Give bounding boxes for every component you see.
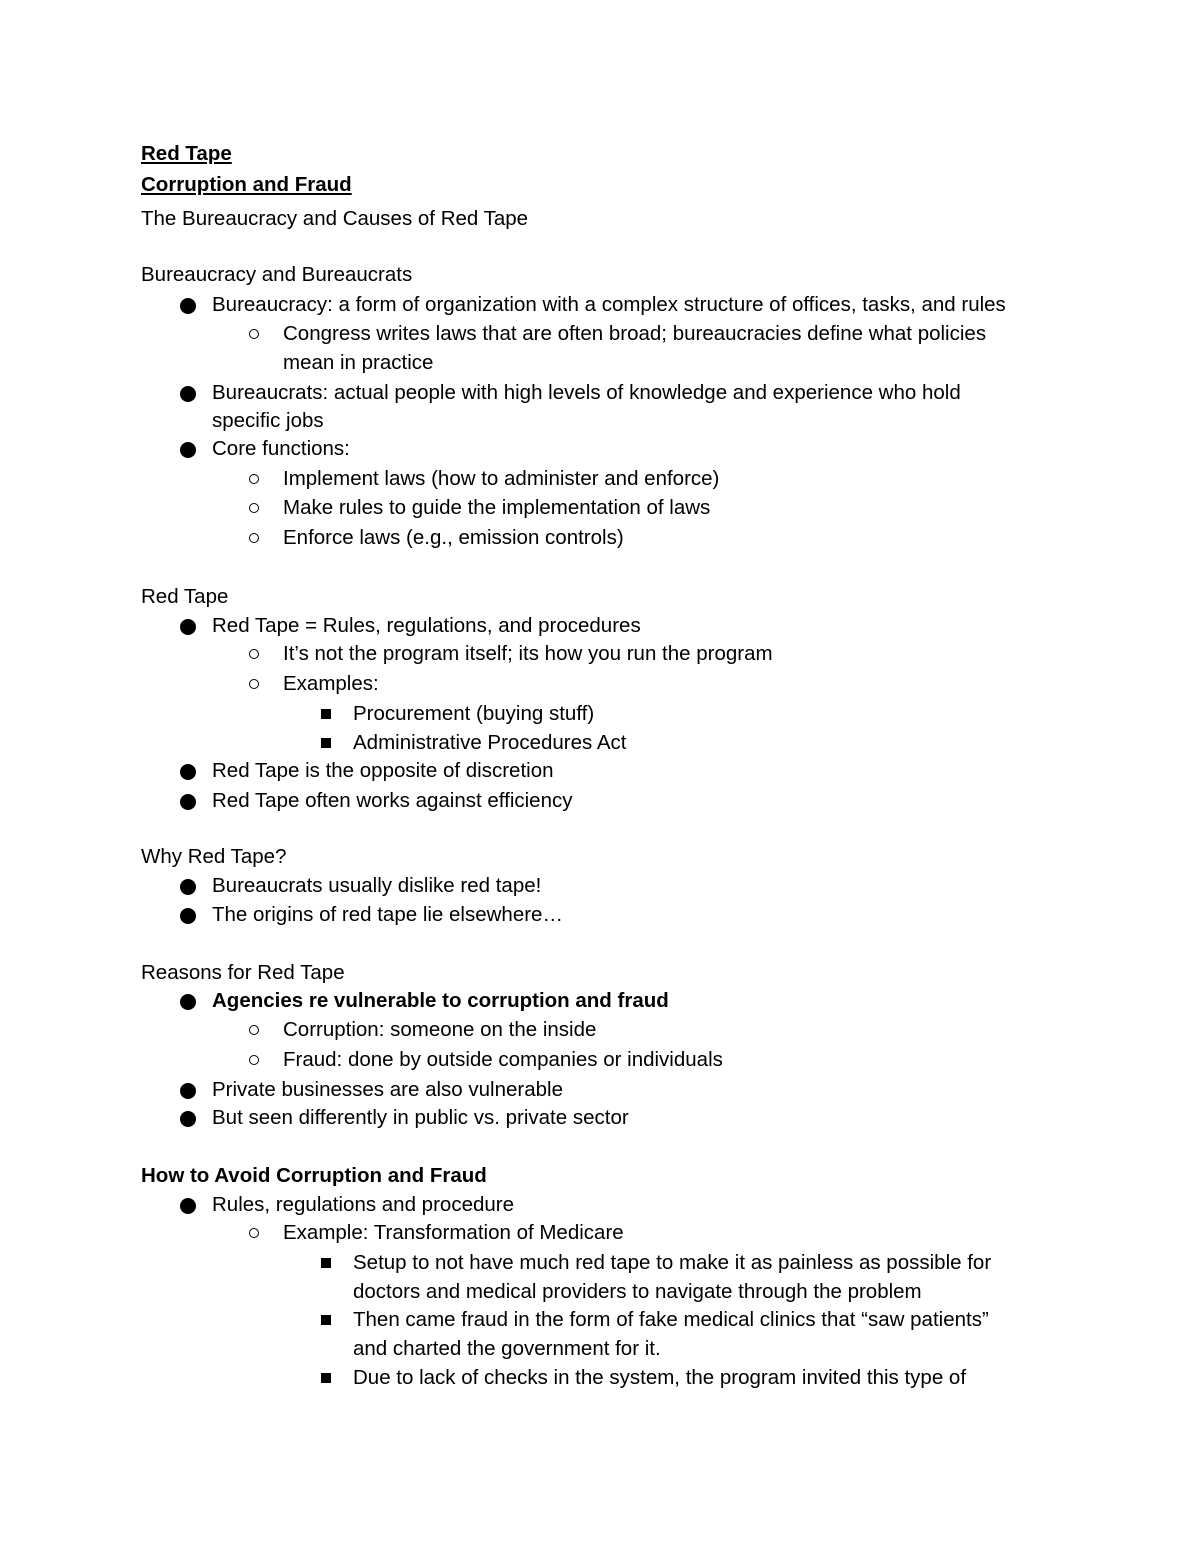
- list-item: But seen differently in public vs. private sector: [212, 1106, 629, 1129]
- list-item-continuation: doctors and medical providers to navigate through the problem: [353, 1280, 922, 1303]
- list-item-continuation: mean in practice: [283, 351, 434, 374]
- document-title: Red Tape: [141, 142, 232, 165]
- list-item: Private businesses are also vulnerable: [212, 1078, 563, 1101]
- bullet-filled-icon: [180, 994, 196, 1010]
- list-item: Bureaucrats: actual people with high levels of knowledge and experience who hold: [212, 381, 961, 404]
- list-item: Administrative Procedures Act: [353, 731, 627, 754]
- section-heading-bureaucracy: Bureaucracy and Bureaucrats: [141, 263, 413, 286]
- bullet-square-icon: [321, 1373, 331, 1383]
- list-item: Implement laws (how to administer and enforce): [283, 467, 720, 490]
- list-item-continuation: and charted the government for it.: [353, 1337, 661, 1360]
- list-item: Agencies re vulnerable to corruption and fraud: [212, 989, 669, 1012]
- list-item: Red Tape is the opposite of discretion: [212, 759, 554, 782]
- bullet-square-icon: [321, 738, 331, 748]
- section-heading-why-red-tape: Why Red Tape?: [141, 845, 287, 868]
- bullet-filled-icon: [180, 298, 196, 314]
- list-item: It’s not the program itself; its how you run the program: [283, 642, 773, 665]
- section-heading-reasons: Reasons for Red Tape: [141, 961, 345, 984]
- bullet-hollow-icon: [249, 1025, 259, 1035]
- bullet-filled-icon: [180, 619, 196, 635]
- bullet-hollow-icon: [249, 1055, 259, 1065]
- bullet-hollow-icon: [249, 679, 259, 689]
- list-item: Examples:: [283, 672, 379, 695]
- bullet-filled-icon: [180, 879, 196, 895]
- bullet-square-icon: [321, 1315, 331, 1325]
- bullet-hollow-icon: [249, 329, 259, 339]
- list-item: Core functions:: [212, 437, 350, 460]
- list-item: Fraud: done by outside companies or individuals: [283, 1048, 723, 1071]
- list-item: The origins of red tape lie elsewhere…: [212, 903, 563, 926]
- bullet-hollow-icon: [249, 1228, 259, 1238]
- bullet-square-icon: [321, 1258, 331, 1268]
- bullet-hollow-icon: [249, 503, 259, 513]
- list-item: Bureaucracy: a form of organization with a complex structure of offices, tasks, and rules: [212, 293, 1006, 316]
- bullet-hollow-icon: [249, 649, 259, 659]
- list-item: Bureaucrats usually dislike red tape!: [212, 874, 542, 897]
- list-item: Corruption: someone on the inside: [283, 1018, 597, 1041]
- section-heading-red-tape: Red Tape: [141, 585, 229, 608]
- bullet-filled-icon: [180, 1083, 196, 1099]
- bullet-filled-icon: [180, 1198, 196, 1214]
- bullet-filled-icon: [180, 442, 196, 458]
- list-item: Setup to not have much red tape to make it as painless as possible for: [353, 1251, 992, 1274]
- list-item: Then came fraud in the form of fake medical clinics that “saw patients”: [353, 1308, 989, 1331]
- list-item: Example: Transformation of Medicare: [283, 1221, 624, 1244]
- bullet-square-icon: [321, 709, 331, 719]
- list-item: Procurement (buying stuff): [353, 702, 595, 725]
- bullet-filled-icon: [180, 1111, 196, 1127]
- document-intro: The Bureaucracy and Causes of Red Tape: [141, 207, 529, 230]
- list-item: Due to lack of checks in the system, the program invited this type of: [353, 1366, 967, 1389]
- bullet-filled-icon: [180, 764, 196, 780]
- list-item: Rules, regulations and procedure: [212, 1193, 514, 1216]
- bullet-filled-icon: [180, 794, 196, 810]
- list-item: Enforce laws (e.g., emission controls): [283, 526, 624, 549]
- document-subtitle: Corruption and Fraud: [141, 173, 352, 196]
- list-item-continuation: specific jobs: [212, 409, 324, 432]
- list-item: Red Tape = Rules, regulations, and procedures: [212, 614, 641, 637]
- bullet-filled-icon: [180, 386, 196, 402]
- bullet-hollow-icon: [249, 533, 259, 543]
- list-item: Make rules to guide the implementation of laws: [283, 496, 711, 519]
- bullet-hollow-icon: [249, 474, 259, 484]
- list-item: Congress writes laws that are often broad; bureaucracies define what policies: [283, 322, 987, 345]
- section-heading-avoid-corruption: How to Avoid Corruption and Fraud: [141, 1164, 487, 1187]
- list-item: Red Tape often works against efficiency: [212, 789, 573, 812]
- bullet-filled-icon: [180, 908, 196, 924]
